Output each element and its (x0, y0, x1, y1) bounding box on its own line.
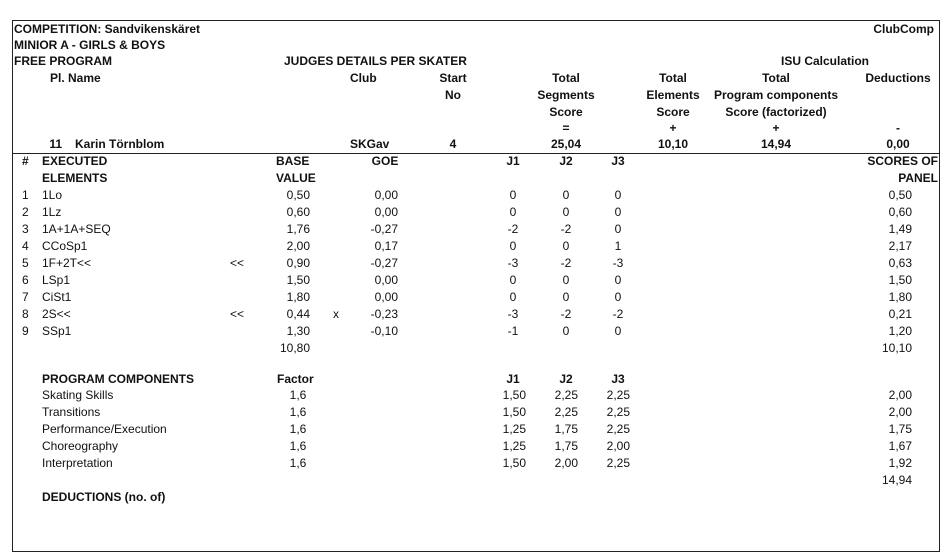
skater-divider (12, 153, 940, 154)
element-j3: 0 (614, 324, 622, 338)
pc-score: 14,94 (760, 137, 792, 151)
element-goe: 0,00 (374, 290, 398, 304)
element-score: 0,60 (888, 205, 912, 219)
calculation-label: ISU Calculation (781, 54, 870, 68)
segment-score: 25,04 (550, 137, 582, 151)
element-j1: -3 (507, 307, 519, 321)
element-j2: 0 (562, 205, 570, 219)
col-program-components: Program components (713, 88, 839, 102)
panel-label: PANEL (898, 171, 938, 185)
element-number: 8 (22, 307, 29, 321)
element-base: 1,50 (286, 273, 310, 287)
element-name: 1A+1A+SEQ (42, 222, 111, 236)
component-j3: 2,25 (606, 405, 630, 419)
element-j2: 0 (562, 324, 570, 338)
element-goe: 0,00 (374, 273, 398, 287)
element-number: 2 (22, 205, 29, 219)
component-name: Performance/Execution (42, 422, 167, 436)
element-base: 1,30 (286, 324, 310, 338)
factor-label: Factor (277, 372, 314, 386)
category-title: MINIOR A - GIRLS & BOYS (14, 38, 166, 52)
component-j2: 2,25 (554, 388, 578, 402)
element-j3: -2 (612, 307, 624, 321)
element-base: 0,44 (286, 307, 310, 321)
element-bonus-mark: x (333, 307, 339, 321)
element-j3: 0 (614, 205, 622, 219)
elements-elements-label: ELEMENTS (42, 171, 108, 185)
component-j1: 1,25 (502, 439, 526, 453)
component-j1: 1,50 (502, 388, 526, 402)
element-name: 1F+2T<< (42, 256, 92, 270)
element-info: << (230, 256, 245, 270)
elements-score-total: 10,10 (881, 341, 912, 355)
component-factor: 1,6 (289, 456, 307, 470)
col-minus: - (896, 121, 900, 135)
element-name: CiSt1 (42, 290, 72, 304)
element-base: 1,80 (286, 290, 310, 304)
elements-executed-label: EXECUTED (42, 154, 108, 168)
element-score: 1,20 (888, 324, 912, 338)
j1-label: J1 (506, 154, 520, 168)
col-total-3: Total (762, 71, 790, 85)
col-plus-2: + (772, 121, 780, 135)
element-j1: 0 (509, 290, 517, 304)
element-base: 0,50 (286, 188, 310, 202)
component-score: 2,00 (888, 388, 912, 402)
element-j1: -3 (507, 256, 519, 270)
element-base: 2,00 (286, 239, 310, 253)
element-goe: -0,10 (370, 324, 398, 338)
component-j1: 1,50 (502, 456, 526, 470)
element-score: 0,21 (888, 307, 912, 321)
component-factor: 1,6 (289, 405, 307, 419)
col-club: Club (350, 71, 377, 85)
element-name: LSp1 (42, 273, 71, 287)
component-j2: 1,75 (554, 439, 578, 453)
component-factor: 1,6 (289, 388, 307, 402)
col-score-2: Score (656, 105, 690, 119)
col-total-1: Total (552, 71, 580, 85)
col-eq: = (562, 121, 570, 135)
element-j2: 0 (562, 188, 570, 202)
element-number: 5 (22, 256, 29, 270)
element-j1: 0 (509, 239, 517, 253)
element-j1: 0 (509, 188, 517, 202)
component-name: Choreography (42, 439, 119, 453)
component-j3: 2,00 (606, 439, 630, 453)
report-title: JUDGES DETAILS PER SKATER (284, 54, 467, 68)
component-factor: 1,6 (289, 439, 307, 453)
component-j2: 1,75 (554, 422, 578, 436)
element-score: 1,49 (888, 222, 912, 236)
element-goe: 0,17 (374, 239, 398, 253)
element-goe: 0,00 (374, 205, 398, 219)
element-number: 3 (22, 222, 29, 236)
deductions-score: 0,00 (886, 137, 910, 151)
element-goe: 0,00 (374, 188, 398, 202)
col-no: No (445, 88, 461, 102)
element-goe: -0,27 (370, 222, 398, 236)
value-label: VALUE (276, 171, 316, 185)
element-j2: -2 (560, 307, 572, 321)
col-elements: Elements (646, 88, 700, 102)
element-base: 0,90 (286, 256, 310, 270)
element-score: 2,17 (888, 239, 912, 253)
element-j3: 0 (614, 188, 622, 202)
element-score: 1,80 (888, 290, 912, 304)
element-info: << (230, 307, 245, 321)
components-title: PROGRAM COMPONENTS (42, 372, 195, 386)
element-name: 1Lz (42, 205, 62, 219)
component-j1: 1,50 (502, 405, 526, 419)
component-name: Interpretation (42, 456, 113, 470)
component-score: 1,67 (888, 439, 912, 453)
component-j2: 2,00 (554, 456, 578, 470)
component-j3: 2,25 (606, 456, 630, 470)
element-j1: 0 (509, 273, 517, 287)
element-name: 1Lo (42, 188, 63, 202)
skater-name: Karin Törnblom (75, 137, 165, 151)
component-name: Transitions (42, 405, 101, 419)
element-j1: -1 (507, 324, 519, 338)
elements-hash: # (22, 154, 29, 168)
element-base: 1,76 (286, 222, 310, 236)
component-score: 2,00 (888, 405, 912, 419)
col-total-2: Total (659, 71, 687, 85)
col-deductions: Deductions (865, 71, 931, 85)
col-start: Start (439, 71, 467, 85)
component-name: Skating Skills (42, 388, 114, 402)
goe-label: GOE (371, 154, 399, 168)
component-j3: 2,25 (606, 422, 630, 436)
j2-label: J2 (559, 154, 573, 168)
skater-start-no: 4 (449, 137, 457, 151)
component-j3: 2,25 (606, 388, 630, 402)
element-number: 9 (22, 324, 29, 338)
element-j2: 0 (562, 239, 570, 253)
col-score-1: Score (549, 105, 583, 119)
skater-place: 11 (49, 137, 62, 151)
element-j1: -2 (507, 222, 519, 236)
element-score: 10,10 (657, 137, 689, 151)
element-goe: -0,27 (370, 256, 398, 270)
element-j2: -2 (560, 222, 572, 236)
pc-j1-label: J1 (506, 372, 520, 386)
component-score: 1,92 (888, 456, 912, 470)
element-number: 4 (22, 239, 29, 253)
element-score: 1,50 (888, 273, 912, 287)
base-label: BASE (276, 154, 310, 168)
component-score: 1,75 (888, 422, 912, 436)
competition-title: COMPETITION: Sandvikenskäret (14, 22, 201, 36)
element-number: 1 (22, 188, 29, 202)
segment-title: FREE PROGRAM (14, 54, 113, 68)
element-number: 6 (22, 273, 29, 287)
element-number: 7 (22, 290, 29, 304)
element-j2: 0 (562, 273, 570, 287)
component-j2: 2,25 (554, 405, 578, 419)
element-j2: -2 (560, 256, 572, 270)
element-j1: 0 (509, 205, 517, 219)
element-j3: -3 (612, 256, 624, 270)
col-score-factorized: Score (factorized) (725, 105, 827, 119)
component-factor: 1,6 (289, 422, 307, 436)
col-segments: Segments (537, 88, 595, 102)
element-base: 0,60 (286, 205, 310, 219)
pc-j2-label: J2 (559, 372, 573, 386)
component-j1: 1,25 (502, 422, 526, 436)
components-total: 14,94 (881, 473, 912, 487)
element-score: 0,50 (888, 188, 912, 202)
skater-club: SKGav (350, 137, 390, 151)
software-name: ClubComp (873, 22, 934, 36)
element-j3: 0 (614, 222, 622, 236)
col-plus-1: + (669, 121, 677, 135)
element-goe: -0,23 (370, 307, 398, 321)
element-j3: 1 (614, 239, 622, 253)
element-name: CCoSp1 (42, 239, 88, 253)
pc-j3-label: J3 (611, 372, 625, 386)
elements-base-total: 10,80 (279, 341, 310, 355)
element-name: SSp1 (42, 324, 72, 338)
j3-label: J3 (611, 154, 625, 168)
element-j3: 0 (614, 290, 622, 304)
col-pl-name: Pl. Name (50, 71, 101, 85)
deductions-label: DEDUCTIONS (no. of) (42, 490, 166, 504)
element-j3: 0 (614, 273, 622, 287)
scores-of-label: SCORES OF (867, 154, 938, 168)
element-name: 2S<< (42, 307, 71, 321)
element-score: 0,63 (888, 256, 912, 270)
element-j2: 0 (562, 290, 570, 304)
